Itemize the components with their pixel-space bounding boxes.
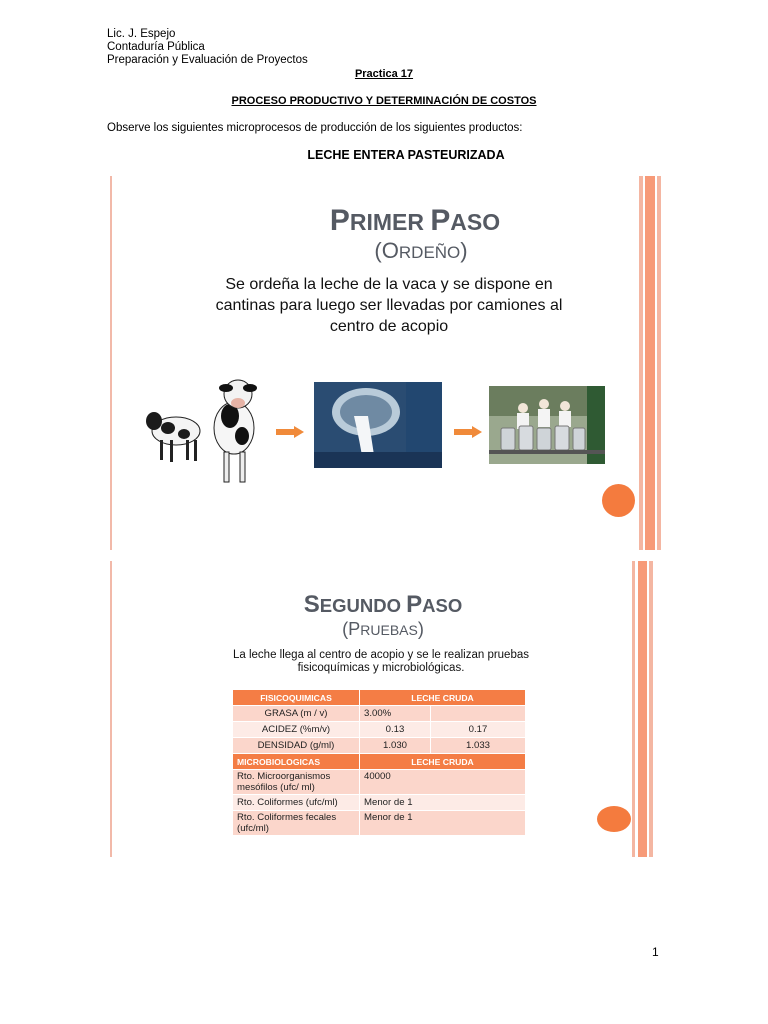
table-cell: Rto. Microorganismos mesófilos (ufc/ ml)	[233, 770, 360, 795]
column-header: LECHE CRUDA	[360, 754, 526, 770]
slide2-title: SEGUNDO PASO	[303, 591, 463, 618]
table-row	[233, 706, 526, 722]
table-cell	[431, 706, 526, 722]
slide1-body-line: cantinas para luego ser llevadas por camiones al	[215, 297, 563, 314]
slide-primer-paso	[108, 176, 662, 550]
table-cell: GRASA (m / v)	[233, 706, 360, 722]
table-cell: DENSIDAD (g/ml)	[233, 738, 360, 754]
slide1-body-line: centro de acopio	[329, 318, 449, 335]
column-header: MICROBIOLOGICAS	[233, 754, 360, 770]
arrow-right-icon	[454, 426, 482, 438]
slide2-body-line: La leche llega al centro de acopio y se le realizan pruebas	[233, 649, 529, 661]
milk-cans-image	[489, 386, 605, 464]
cows-image	[146, 376, 274, 488]
slide2-subtitle: (PRUEBAS)	[342, 619, 424, 639]
decorative-orange-dot	[597, 806, 631, 832]
product-title: LECHE ENTERA PASTEURIZADA	[307, 148, 505, 162]
column-header: LECHE CRUDA	[360, 690, 526, 706]
intro-text: Observe los siguientes microprocesos de producción de los siguientes productos:	[107, 122, 523, 134]
arrow-right-icon	[276, 426, 304, 438]
table-cell: 40000	[360, 770, 526, 795]
table-cell: 1.033	[431, 738, 526, 754]
table-cell: 3.00%	[360, 706, 431, 722]
table-row	[233, 770, 526, 795]
table-cell: ACIDEZ (%m/v)	[233, 722, 360, 738]
page-number: 1	[652, 945, 659, 959]
department-line: Contaduría Pública	[107, 41, 205, 53]
slide2-body-line: fisicoquímicas y microbiológicas.	[297, 662, 465, 674]
table-cell: Rto. Coliformes (ufc/ml)	[233, 795, 360, 811]
table-cell: 1.030	[360, 738, 431, 754]
table-cell: Menor de 1	[360, 795, 526, 811]
table-cell: Menor de 1	[360, 811, 526, 836]
table-header-row	[233, 690, 526, 706]
slide1-subtitle: (ORDEÑO)	[374, 238, 468, 263]
practice-title: Practica 17	[354, 68, 414, 80]
decorative-orange-dot	[602, 484, 635, 517]
table-row	[233, 738, 526, 754]
table-cell: 0.13	[360, 722, 431, 738]
author-line: Lic. J. Espejo	[107, 28, 176, 40]
table-row	[233, 722, 526, 738]
slide1-title: PRIMER PASO	[329, 204, 501, 237]
slide1-body-line: Se ordeña la leche de la vaca y se dispone en	[225, 276, 553, 293]
slide-left-border	[110, 176, 112, 550]
table-cell: Rto. Coliformes fecales (ufc/ml)	[233, 811, 360, 836]
column-header: FISICOQUIMICAS	[233, 690, 360, 706]
course-line: Preparación y Evaluación de Proyectos	[107, 54, 308, 66]
table-row	[233, 795, 526, 811]
lab-results-table	[232, 689, 526, 836]
slide-segundo-paso	[108, 561, 662, 857]
table-header-row	[233, 754, 526, 770]
table-row	[233, 811, 526, 836]
section-title: PROCESO PRODUCTIVO Y DETERMINACIÓN DE COSTOS	[231, 95, 537, 107]
table-cell: 0.17	[431, 722, 526, 738]
milk-pouring-image	[314, 382, 442, 468]
